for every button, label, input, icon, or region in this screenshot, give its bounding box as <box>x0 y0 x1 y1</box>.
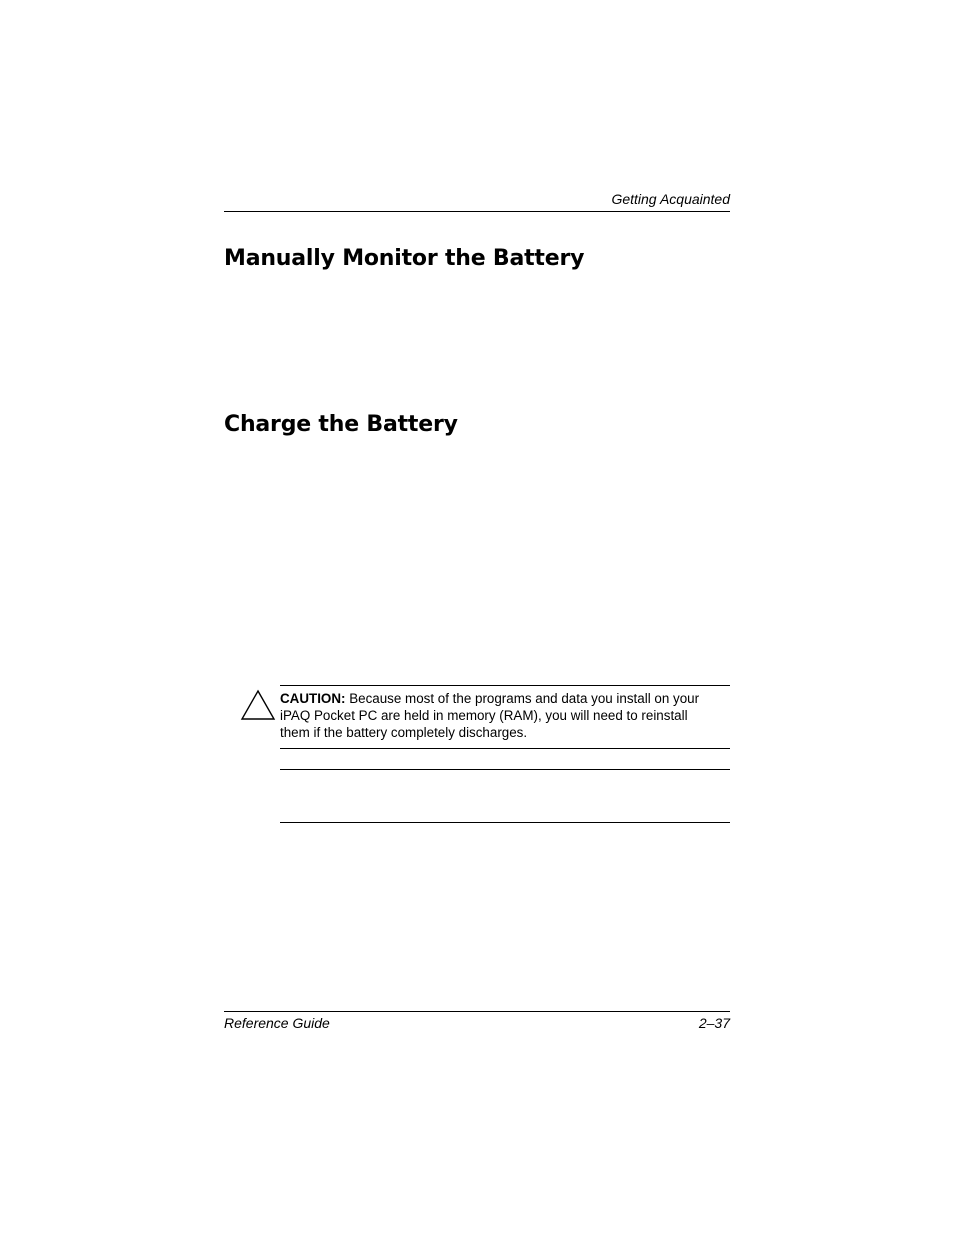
section-heading-charge: Charge the Battery <box>224 412 458 437</box>
footer-guide-title: Reference Guide <box>224 1015 330 1031</box>
caution-note <box>280 690 720 741</box>
page-number: 2–37 <box>698 1015 730 1031</box>
running-header: Getting Acquainted <box>611 191 730 207</box>
caution-body: Because most of the programs and data you install on your iPAQ Pocket PC are held in memory (RAM), you will need to reinstall them if the battery completely discharges. <box>280 691 700 740</box>
warning-triangle-icon <box>240 689 276 721</box>
section-heading-manually-monitor: Manually Monitor the Battery <box>224 246 585 271</box>
caution-top-rule <box>280 685 730 686</box>
footer-rule <box>224 1011 730 1012</box>
header-rule <box>224 211 730 212</box>
note-bottom-rule <box>280 822 730 823</box>
note-top-rule <box>280 769 730 770</box>
caution-label: CAUTION: <box>280 691 346 706</box>
caution-bottom-rule <box>280 748 730 749</box>
